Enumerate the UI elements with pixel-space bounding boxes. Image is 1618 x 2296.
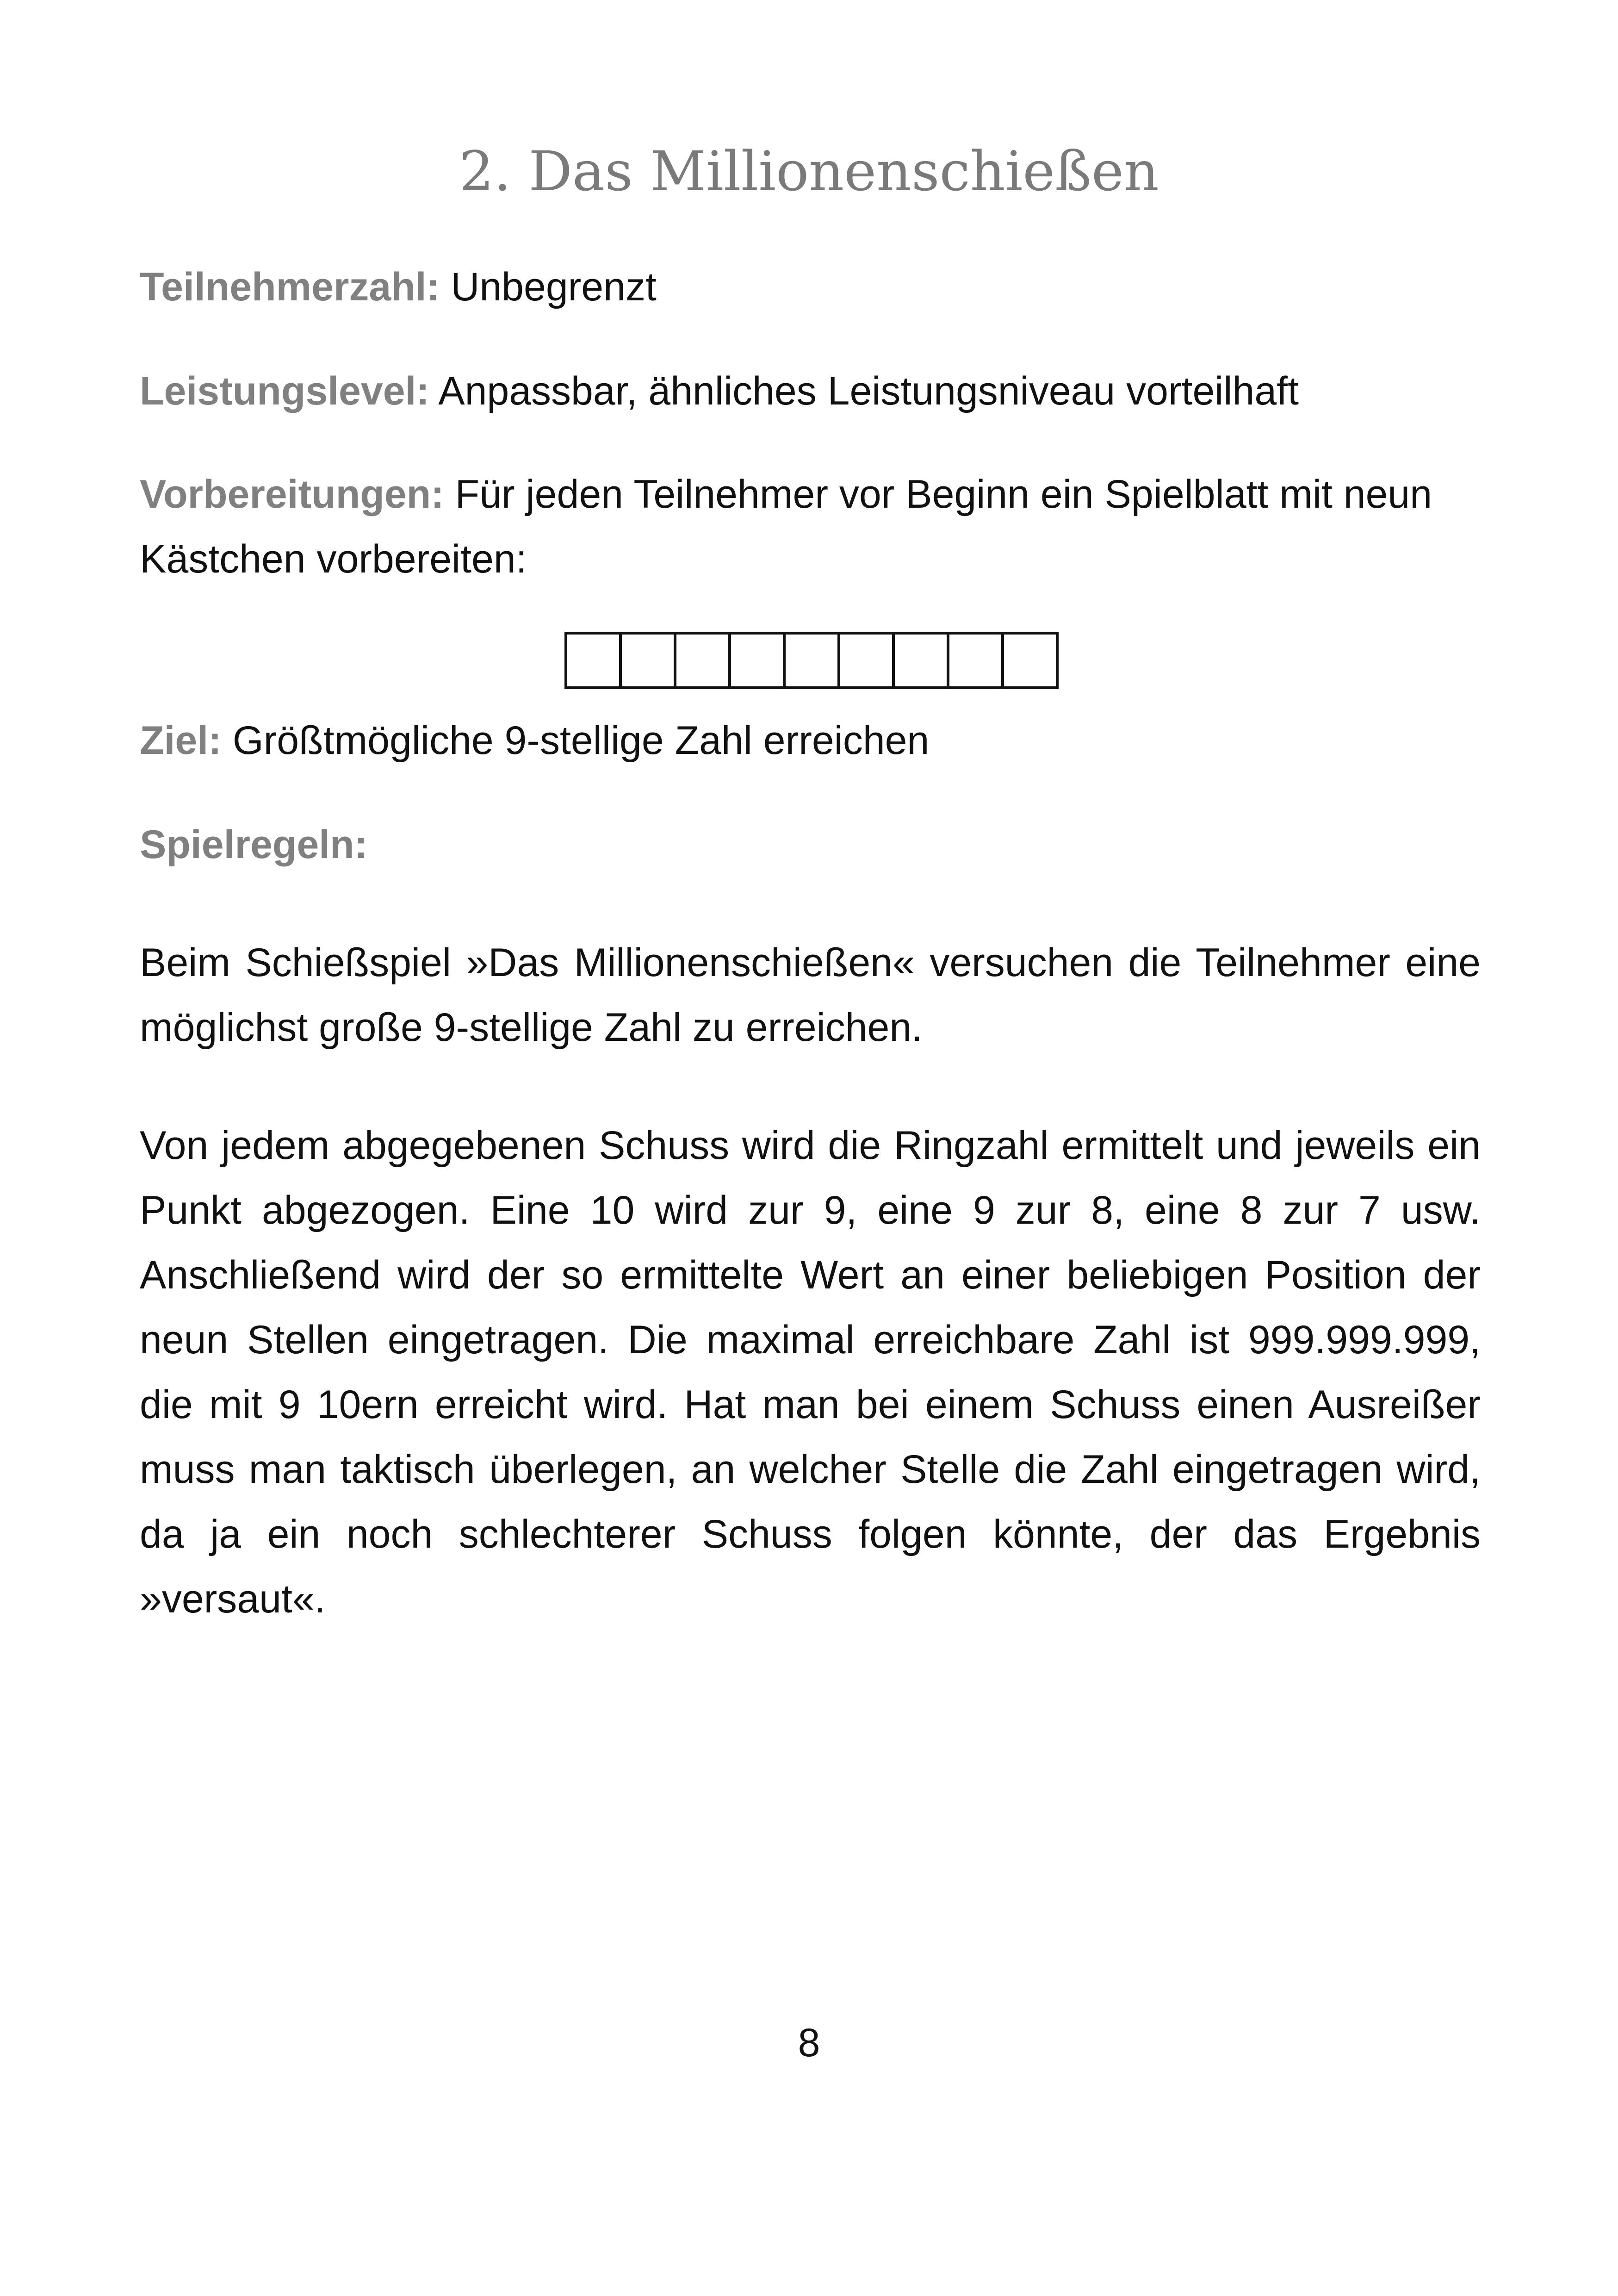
score-box <box>840 635 895 686</box>
goal-label: Ziel: <box>140 718 222 763</box>
performance-level-value: Anpassbar, ähnliches Leistungsniveau vorteilhaft <box>429 369 1299 413</box>
score-box <box>949 635 1004 686</box>
participants-label: Teilnehmerzahl: <box>140 265 440 309</box>
goal-field <box>140 708 1482 773</box>
score-box <box>622 635 676 686</box>
rules-heading <box>140 812 1482 877</box>
score-box <box>786 635 840 686</box>
score-box <box>676 635 731 686</box>
score-box <box>731 635 786 686</box>
participants-field <box>140 255 1482 319</box>
rules-paragraph-details: Von jedem abgegebenen Schuss wird die Ringzahl ermittelt und jeweils ein Punkt abgezogen. Eine 10 wird zur 9, eine 9 zur 8, eine 8 zur 7 usw. Anschließend wird der so ermittelte Wert an einer beliebigen Position der neun Stellen eingetragen. Die maximal erreichbare Zahl ist 999.999.999, die mit 9 10ern erreicht wird. Hat man bei einem Schuss einen Ausreißer muss man taktisch überlegen, an welcher Stelle die Zahl eingetragen wird, da ja ein noch schlechterer Schuss folgen könnte, der das Ergebnis »versaut«. <box>140 1123 1481 1621</box>
page-title: 2. Das Millionenschießen <box>459 139 1159 203</box>
score-box <box>567 635 622 686</box>
score-box <box>1004 635 1056 686</box>
participants-value: Unbegrenzt <box>440 265 657 309</box>
preparation-field <box>140 462 1482 591</box>
rules-paragraph-intro: Beim Schießspiel »Das Millionenschießen« versuchen die Teilnehmer eine möglichst große 9-stellige Zahl zu erreichen. <box>140 940 1481 1050</box>
preparation-value: Für jeden Teilnehmer vor Beginn ein Spielblatt mit neun Kästchen vorbereiten: <box>140 472 1432 581</box>
performance-level-label: Leistungslevel: <box>140 369 430 413</box>
score-box <box>895 635 949 686</box>
page-number: 8 <box>798 2021 820 2065</box>
goal-value: Größtmögliche 9-stellige Zahl erreichen <box>221 718 930 763</box>
performance-level-field <box>140 359 1482 423</box>
score-boxes <box>564 632 1059 689</box>
preparation-label: Vorbereitungen: <box>140 472 444 516</box>
rules-label: Spielregeln: <box>140 822 368 867</box>
